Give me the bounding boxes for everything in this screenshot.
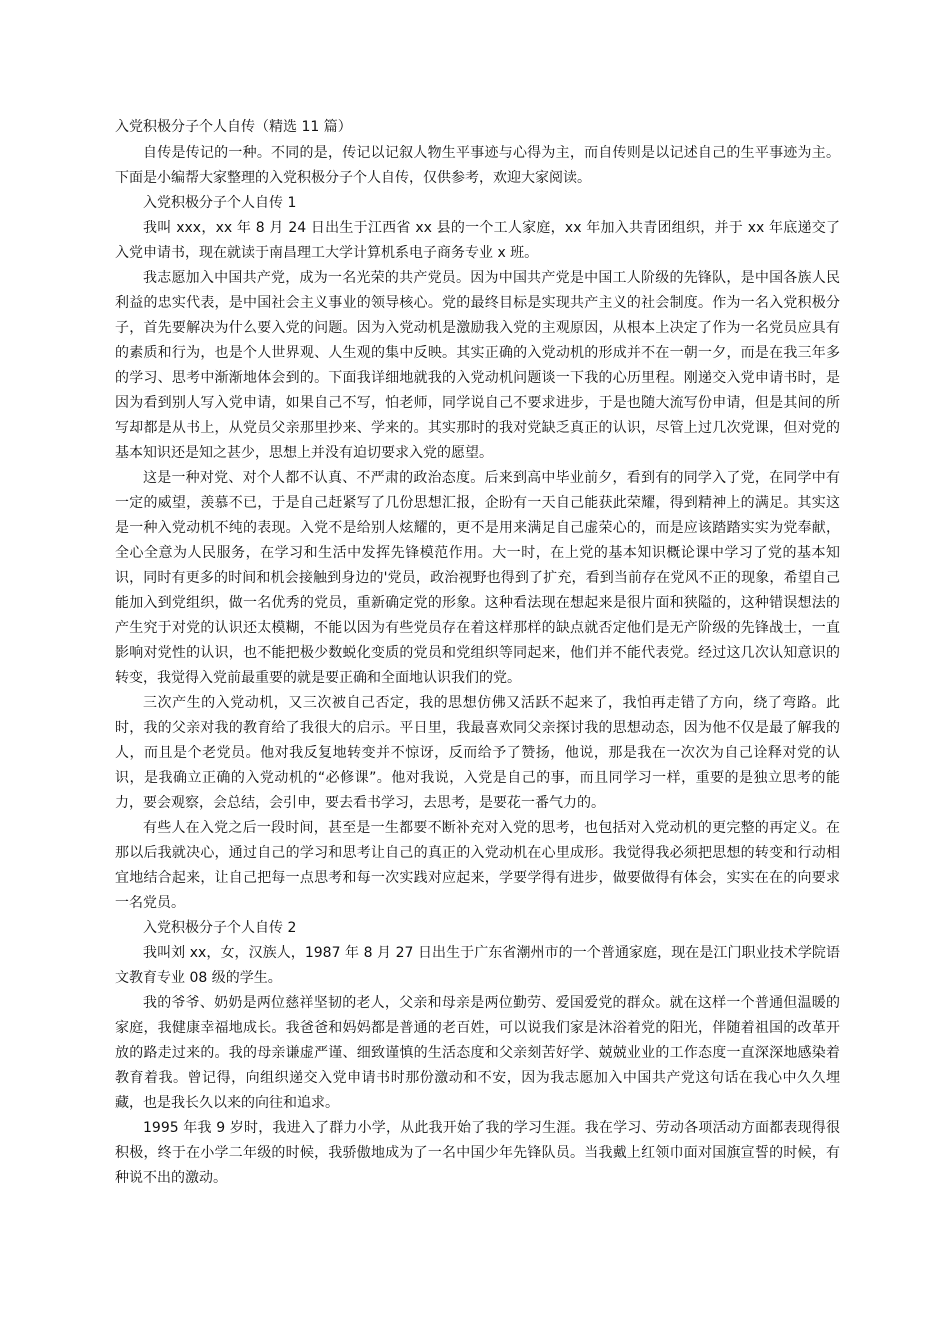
paragraph: 我叫刘 xx，女，汉族人，1987 年 8 月 27 日出生于广东省潮州市的一个普通家庭，现在是江门职业技术学院语文教育专业 08 级的学生。 <box>115 945 840 986</box>
paragraph: 我叫 xxx，xx 年 8 月 24 日出生于江西省 xx 县的一个工人家庭，xx 年加入共青团组织，并于 xx 年底递交了入党申请书，现在就读于南昌理工大学计算机系电子商务专业 x 班。 <box>115 220 840 261</box>
document-page <box>115 115 840 1191</box>
paragraph: 1995 年我 9 岁时，我进入了群力小学，从此我开始了我的学习生涯。我在学习、劳动各项活动方面都表现得很积极，终于在小学二年级的时候，我骄傲地成为了一名中国少年先锋队员。当我戴上红领巾面对国旗宣誓的时候，有种说不出的激动。 <box>115 1120 840 1186</box>
paragraph: 三次产生的入党动机，又三次被自己否定，我的思想仿佛又活跃不起来了，我怕再走错了方向，绕了弯路。此时，我的父亲对我的教育给了我很大的启示。平日里，我最喜欢同父亲探讨我的思想动态，因为他不仅是最了解我的人，而且是个老党员。他对我反复地转变并不惊讶，反而给予了赞扬，他说，那是我在一次次为自己诠释对党的认识，是我确立正确的入党动机的“必修课”。他对我说，入党是自己的事，而且同学习一样，重要的是独立思考的能力，要会观察，会总结，会引申，要去看书学习，去思考，是要花一番气力的。 <box>115 695 840 811</box>
section-heading-2: 入党积极分子个人自传 2 <box>143 920 297 936</box>
paragraph: 我的爷爷、奶奶是两位慈祥坚韧的老人，父亲和母亲是两位勤劳、爱国爱党的群众。就在这样一个普通但温暖的家庭，我健康幸福地成长。我爸爸和妈妈都是普通的老百姓，可以说我们家是沐浴着党的阳光，伴随着祖国的改革开放的路走过来的。我的母亲谦虚严谨、细致谨慎的生活态度和父亲刻苦好学、兢兢业业的工作态度一直深深地感染着教育着我。曾记得，向组织递交入党申请书时那份激动和不安，因为我志愿加入中国共产党这句话在我心中久久埋藏，也是我长久以来的向往和追求。 <box>115 995 840 1111</box>
document-title: 入党积极分子个人自传（精选 11 篇） <box>115 119 352 135</box>
intro-paragraph: 自传是传记的一种。不同的是，传记以记叙人物生平事迹与心得为主，而自传则是以记述自己的生平事迹为主。下面是小编帮大家整理的入党积极分子个人自传，仅供参考，欢迎大家阅读。 <box>115 145 840 186</box>
section-heading-1: 入党积极分子个人自传 1 <box>143 195 297 211</box>
paragraph: 这是一种对党、对个人都不认真、不严肃的政治态度。后来到高中毕业前夕，看到有的同学入了党，在同学中有一定的威望，羡慕不已，于是自己赶紧写了几份思想汇报，企盼有一天自己能获此荣耀，得到精神上的满足。其实这是一种入党动机不纯的表现。入党不是给别人炫耀的，更不是用来满足自己虚荣心的，而是应该踏踏实实为党奉献，全心全意为人民服务，在学习和生活中发挥先锋模范作用。大一时，在上党的基本知识概论课中学习了党的基本知识，同时有更多的时间和机会接触到身边的'党员，政治视野也得到了扩充，看到当前存在党风不正的现象，希望自己能加入到党组织，做一名优秀的党员，重新确定党的形象。这种看法现在想起来是很片面和狭隘的，这种错误想法的产生究于对党的认识还太模糊，不能以因为有些党员存在着这样那样的缺点就否定他们是无产阶级的先锋战士，一直影响对党性的认识，也不能把极少数蜕化变质的党员和党组织等同起来，他们并不能代表党。经过这几次认知意识的转变，我觉得入党前最重要的就是要正确和全面地认识我们的党。 <box>115 470 840 686</box>
paragraph: 有些人在入党之后一段时间，甚至是一生都要不断补充对入党的思考，也包括对入党动机的更完整的再定义。在那以后我就决心，通过自己的学习和思考让自己的真正的入党动机在心里成形。我觉得我必须把思想的转变和行动相宜地结合起来，让自己把每一点思考和每一次实践对应起来，学要学得有进步，做要做得有体会，实实在在的向要求一名党员。 <box>115 820 840 911</box>
paragraph: 我志愿加入中国共产党，成为一名光荣的共产党员。因为中国共产党是中国工人阶级的先锋队，是中国各族人民利益的忠实代表，是中国社会主义事业的领导核心。党的最终目标是实现共产主义的社会制度。作为一名入党积极分子，首先要解决为什么要入党的问题。因为入党动机是激励我入党的主观原因，从根本上决定了作为一名党员应具有的素质和行为，也是个人世界观、人生观的集中反映。其实正确的入党动机的形成并不在一朝一夕，而是在我三年多的学习、思考中渐渐地体会到的。下面我详细地就我的入党动机问题谈一下我的心历里程。刚递交入党申请书时，是因为看到别人写入党申请，如果自己不写，怕老师，同学说自己不要求进步，于是也随大流写份申请，但是其间的所写却都是从书上，从党员父亲那里抄来、学来的。其实那时的我对党缺乏真正的认识，尽管上过几次党课，但对党的基本知识还是知之甚少，思想上并没有迫切要求入党的愿望。 <box>115 270 840 461</box>
